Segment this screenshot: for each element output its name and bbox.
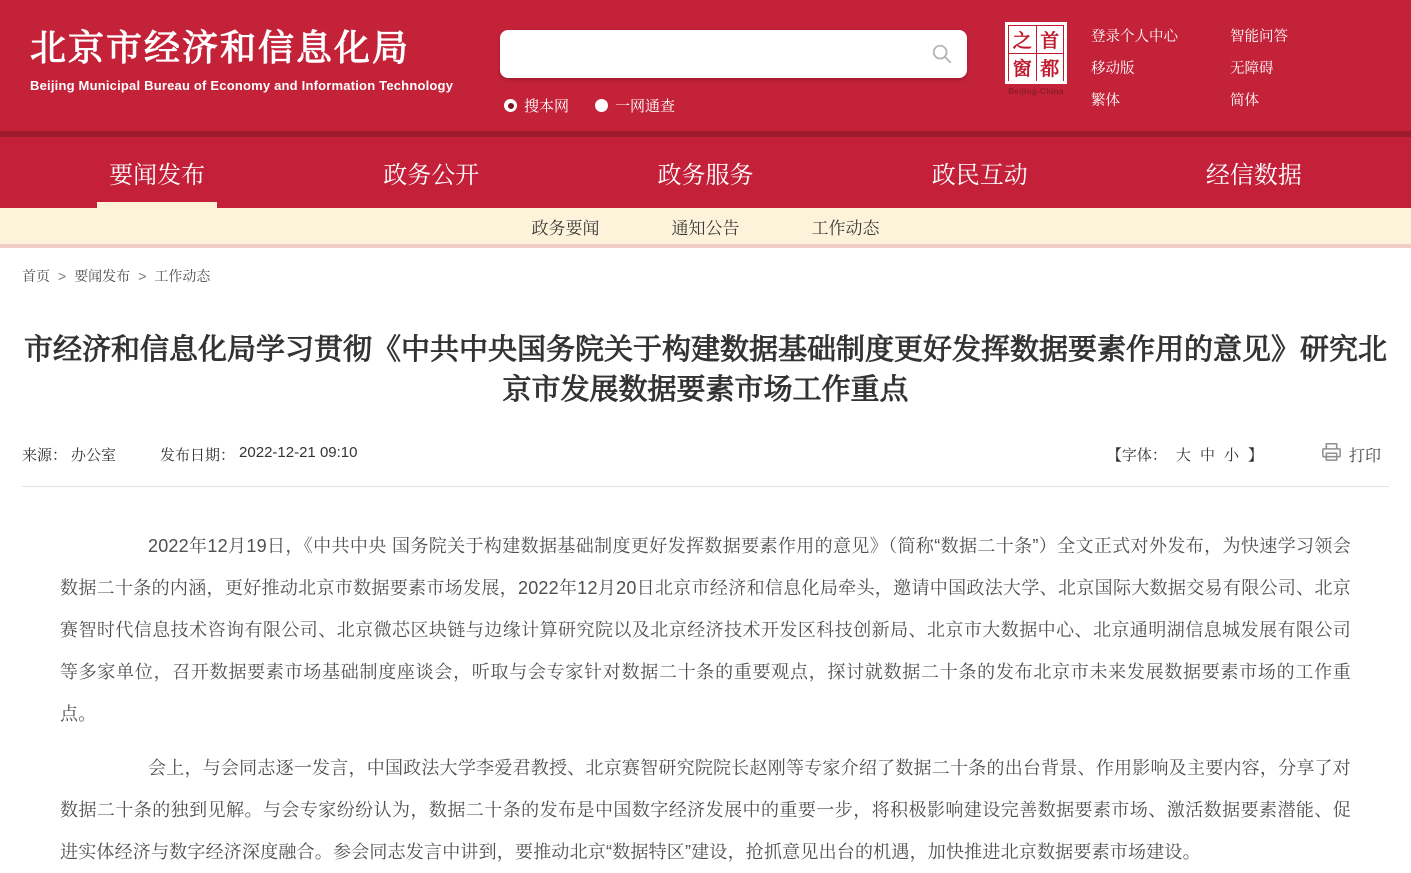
font-size-control [1107, 444, 1263, 465]
article-body [60, 525, 1351, 873]
capital-window-seal[interactable] [1005, 22, 1067, 96]
simplified-chinese-link[interactable]: 简体 [1230, 93, 1259, 109]
mobile-version-link[interactable]: 移动版 [1091, 61, 1135, 77]
nav-item-zhengminhudong[interactable]: 政民互动 [931, 162, 1028, 189]
traditional-chinese-link[interactable]: 繁体 [1091, 93, 1120, 109]
search-scope-site-label: 搜本网 [524, 98, 570, 115]
print-button[interactable] [1321, 442, 1381, 466]
nav-item-yaowenfabu[interactable]: 要闻发布 [20, 137, 294, 208]
font-size-medium-button[interactable]: 中 [1199, 446, 1215, 464]
search-icon[interactable] [931, 43, 953, 70]
search-scope-all-label: 一网通查 [615, 98, 676, 115]
seal-char: 窗 [1009, 54, 1036, 81]
font-size-open-bracket: 【字体： [1106, 446, 1167, 464]
site-subtitle: Beijing Municipal Bureau of Economy and Information Technology [30, 78, 454, 93]
radio-selected-icon [504, 99, 517, 112]
search-scope-all[interactable] [595, 95, 675, 116]
subnav-item-zhengwuyaowen[interactable]: 政务要闻 [531, 218, 600, 238]
search-scope-site[interactable] [504, 95, 569, 116]
article-paragraph: 会上，与会同志逐一发言，中国政法大学李爱君教授、北京赛智研究院院长赵刚等专家介绍了数据二十条的出台背景、作用影响及主要内容，分享了对数据二十条的独到见解。与会专家纷纷认为，数据二十条的发布是中国数字经济发展中的重要一步，将积极影响建设完善数据要素市场、激活数据要素潜能、促进实体经济与数字经济深度融合。参会同志发言中讲到，要推动北京“数据特区”建设，抢抓意见出台的机遇，加快推进北京数据要素市场建设。 [60, 758, 1351, 862]
seal-char: 都 [1037, 54, 1064, 81]
seal-caption: Beijing-China [1008, 87, 1064, 96]
article-paragraph: 2022年12月19日，《中共中央 国务院关于构建数据基础制度更好发挥数据要素作用的意见》（简称“数据二十条”）全文正式对外发布，为快速学习领会数据二十条的内涵，更好推动北京市数据要素市场发展，2022年12月20日北京市经济和信息化局牵头，邀请中国政法大学、北京国际大数据交易有限公司、北京赛智时代信息技术咨询有限公司、北京微芯区块链与边缘计算研究院以及北京经济技术开发区科技创新局、北京市大数据中心、北京通明湖信息城发展有限公司等多家单位，召开数据要素市场基础制度座谈会，听取与会专家针对数据二十条的重要观点，探讨就数据二十条的发布北京市未来发展数据要素市场的工作重点。 [60, 536, 1351, 724]
article-meta-row [22, 442, 1381, 466]
login-personal-center-link[interactable]: 登录个人中心 [1091, 29, 1178, 45]
printer-icon [1321, 442, 1342, 466]
article [0, 330, 1411, 873]
search-box [500, 30, 967, 78]
site-header [0, 0, 1411, 131]
breadcrumb-separator: > [58, 268, 67, 284]
main-nav [0, 137, 1411, 208]
font-size-small-button[interactable]: 小 [1223, 446, 1239, 464]
breadcrumb-yaowenfabu[interactable]: 要闻发布 [74, 268, 131, 284]
search-area [500, 30, 967, 116]
seal-char: 之 [1009, 26, 1036, 53]
source-label: 来源： [22, 446, 68, 464]
source-value: 办公室 [71, 446, 117, 464]
font-size-close-bracket: 】 [1247, 446, 1263, 464]
sub-nav [0, 208, 1411, 248]
seal-char: 首 [1037, 26, 1064, 53]
nav-item-jingxinshuju[interactable]: 经信数据 [1205, 162, 1302, 189]
print-label: 打印 [1348, 447, 1381, 465]
site-logo[interactable] [30, 28, 500, 93]
search-input[interactable] [500, 30, 967, 78]
breadcrumb-gongzuodongtai[interactable]: 工作动态 [154, 268, 211, 284]
breadcrumb-separator: > [138, 268, 147, 284]
breadcrumb [0, 248, 1411, 286]
site-title: 北京市经济和信息化局 [30, 27, 411, 68]
smart-qa-link[interactable]: 智能问答 [1230, 29, 1288, 45]
radio-unselected-icon [595, 99, 608, 112]
quick-links [1091, 25, 1288, 110]
subnav-item-gongzuodongtai[interactable]: 工作动态 [811, 218, 880, 238]
font-size-large-button[interactable]: 大 [1175, 446, 1191, 464]
publish-date-label: 发布日期： [160, 446, 236, 464]
nav-item-zhengwufuwu[interactable]: 政务服务 [657, 162, 754, 189]
accessibility-link[interactable]: 无障碍 [1230, 61, 1274, 77]
article-title: 市经济和信息化局学习贯彻《中共中央国务院关于构建数据基础制度更好发挥数据要素作用的意见》研究北京市发展数据要素市场工作重点 [23, 334, 1387, 406]
nav-item-zhengwugongkai[interactable]: 政务公开 [383, 162, 480, 189]
publish-date-value: 2022-12-21 09:10 [239, 443, 358, 461]
subnav-item-tongzhigonggao[interactable]: 通知公告 [671, 218, 740, 238]
meta-divider [22, 486, 1389, 487]
seal-box-icon [1005, 22, 1067, 84]
search-scope-options [504, 95, 967, 116]
breadcrumb-home[interactable]: 首页 [22, 268, 50, 284]
